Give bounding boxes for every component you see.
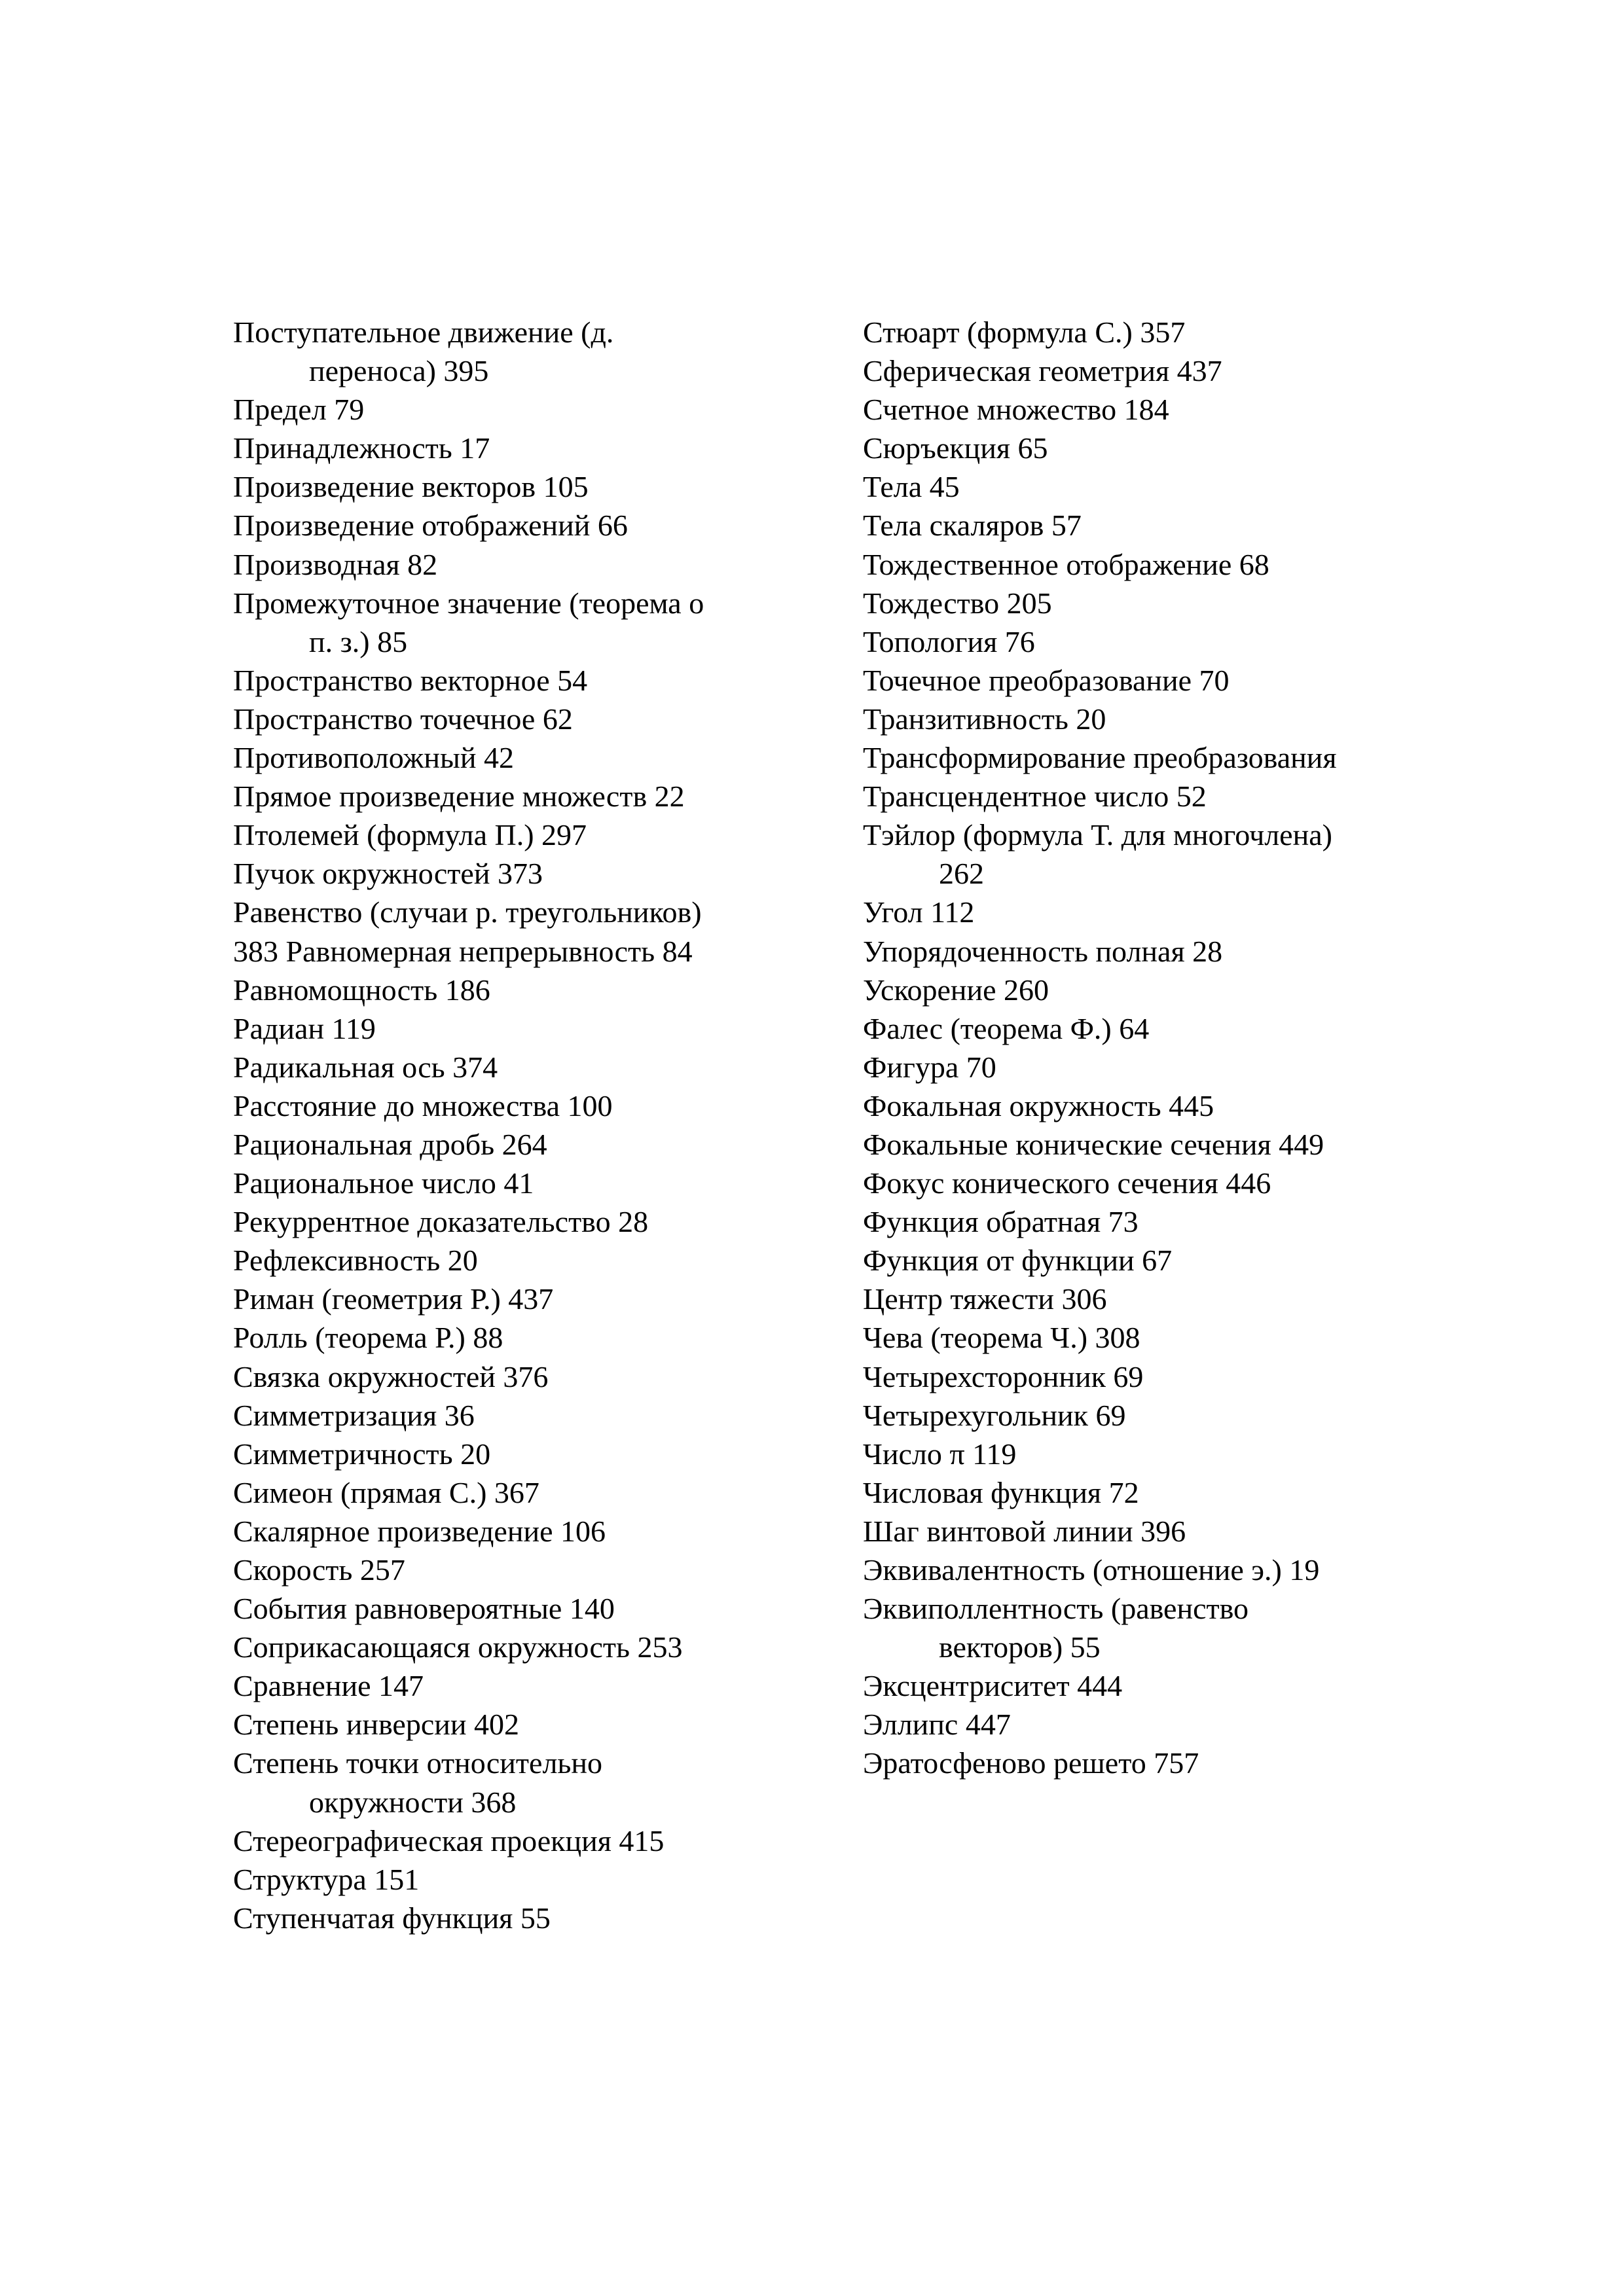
index-entry: Фокальные конические сечения 449 [863,1127,1324,1161]
index-entry: Тела 45 [863,470,960,504]
index-entry: Счетное множество 184 [863,393,1169,427]
index-entry [233,1744,862,1821]
index-entry [233,584,862,661]
index-entry: Соприкасающаяся окружность 253 [233,1630,683,1664]
index-entry: Птолемей (формула П.) 297 [233,818,587,852]
index-entry-continuation: переноса) 395 [309,354,489,388]
index-entry: Фигура 70 [863,1050,996,1084]
index-entry: Сюръекция 65 [863,431,1048,465]
index-entry: Структура 151 [233,1862,420,1896]
index-entry: Упорядоченность полная 28 [863,934,1223,968]
index-entry: Степень инверсии 402 [233,1708,519,1742]
index-entry-line: Эквиполлентность (равенство [863,1592,1249,1626]
index-entry: Связка окружностей 376 [233,1359,549,1393]
index-entry: Тела скаляров 57 [863,509,1082,543]
index-entry: Тождество 205 [863,586,1052,620]
index-entry: Рефлексивность 20 [233,1244,478,1278]
index-entry: 383 Равномерная непрерывность 84 [233,934,693,968]
index-entry: Ролль (теорема Р.) 88 [233,1321,503,1355]
index-entry: Шаг винтовой линии 396 [863,1514,1186,1548]
index-entry: Угол 112 [863,895,975,929]
index-entry: Точечное преобразование 70 [863,663,1230,697]
index-entry: Транзитивность 20 [863,702,1106,736]
index-entry: Симметризация 36 [233,1398,475,1432]
index-entry: Расстояние до множества 100 [233,1088,613,1122]
index-entry: Производная 82 [233,547,438,581]
index-entry: Равенство (случаи р. треугольников) [233,895,702,929]
index-entry: Сферическая геометрия 437 [863,354,1222,388]
index-entry: Симметричность 20 [233,1437,491,1471]
index-entry: Рекуррентное доказательство 28 [233,1205,649,1239]
index-entry: Трансформирование преобразования [863,741,1337,775]
index-entry-line: Промежуточное значение (теорема о [233,586,704,620]
index-entry: Стереографическая проекция 415 [233,1823,665,1857]
index-entry: События равновероятные 140 [233,1592,615,1626]
index-entry: Чева (теорема Ч.) 308 [863,1321,1140,1355]
index-entry: Ускорение 260 [863,973,1049,1007]
index-entry: Эквивалентность (отношение э.) 19 [863,1553,1320,1587]
index-entry: Фокус конического сечения 446 [863,1166,1271,1200]
index-entry: Центр тяжести 306 [863,1282,1107,1316]
index-entry: Пучок окружностей 373 [233,857,543,891]
index-entry: Противоположный 42 [233,741,514,775]
index-entry: Четырехугольник 69 [863,1398,1126,1432]
index-entry: Тождественное отображение 68 [863,547,1269,581]
index-entry: Симеон (прямая С.) 367 [233,1475,539,1509]
index-entry: Функция обратная 73 [863,1205,1139,1239]
index-entry: Четырехсторонник 69 [863,1359,1144,1393]
index-entry: Радиан 119 [233,1011,376,1045]
index-entry: Функция от функции 67 [863,1244,1173,1278]
index-entry-continuation: окружности 368 [309,1785,517,1819]
index-entry: Фокальная окружность 445 [863,1088,1214,1122]
index-entry: Рациональное число 41 [233,1166,534,1200]
index-entry: Числовая функция 72 [863,1475,1139,1509]
index-entry-continuation: 262 [939,857,984,891]
index-entry: Пространство точечное 62 [233,702,573,736]
index-entry-line: Тэйлор (формула Т. для многочлена) [863,818,1332,852]
index-entry [863,816,1518,893]
index-entry-continuation: п. з.) 85 [309,624,408,658]
index-entry: Произведение векторов 105 [233,470,589,504]
index-column-right [863,313,1518,1783]
index-entry: Топология 76 [863,624,1035,658]
index-entry: Ступенчатая функция 55 [233,1901,551,1935]
index-entry: Радикальная ось 374 [233,1050,498,1084]
index-entry: Риман (геометрия Р.) 437 [233,1282,554,1316]
index-entry: Стюарт (формула С.) 357 [863,315,1186,349]
index-entry: Скалярное произведение 106 [233,1514,606,1548]
index-entry: Эксцентриситет 444 [863,1669,1123,1703]
index-entry [863,1589,1518,1666]
index-entry: Произведение отображений 66 [233,509,628,543]
index-entry: Число π 119 [863,1437,1017,1471]
index-column-left [233,313,862,1937]
index-entry [233,313,862,390]
index-entry: Фалес (теорема Ф.) 64 [863,1011,1150,1045]
index-entry: Сравнение 147 [233,1669,424,1703]
index-entry: Скорость 257 [233,1553,405,1587]
index-entry: Эратосфеново решето 757 [863,1746,1199,1780]
index-entry: Предел 79 [233,393,365,427]
index-entry-line: Степень точки относительно [233,1746,602,1780]
index-entry: Рациональная дробь 264 [233,1127,547,1161]
index-entry: Пространство векторное 54 [233,663,588,697]
index-entry: Прямое произведение множеств 22 [233,780,685,814]
index-entry: Эллипс 447 [863,1708,1011,1742]
index-entry: Трансцендентное число 52 [863,780,1207,814]
index-entry: Принадлежность 17 [233,431,490,465]
index-entry-continuation: векторов) 55 [939,1630,1101,1664]
index-entry: Равномощность 186 [233,973,490,1007]
index-entry-line: Поступательное движение (д. [233,315,614,349]
